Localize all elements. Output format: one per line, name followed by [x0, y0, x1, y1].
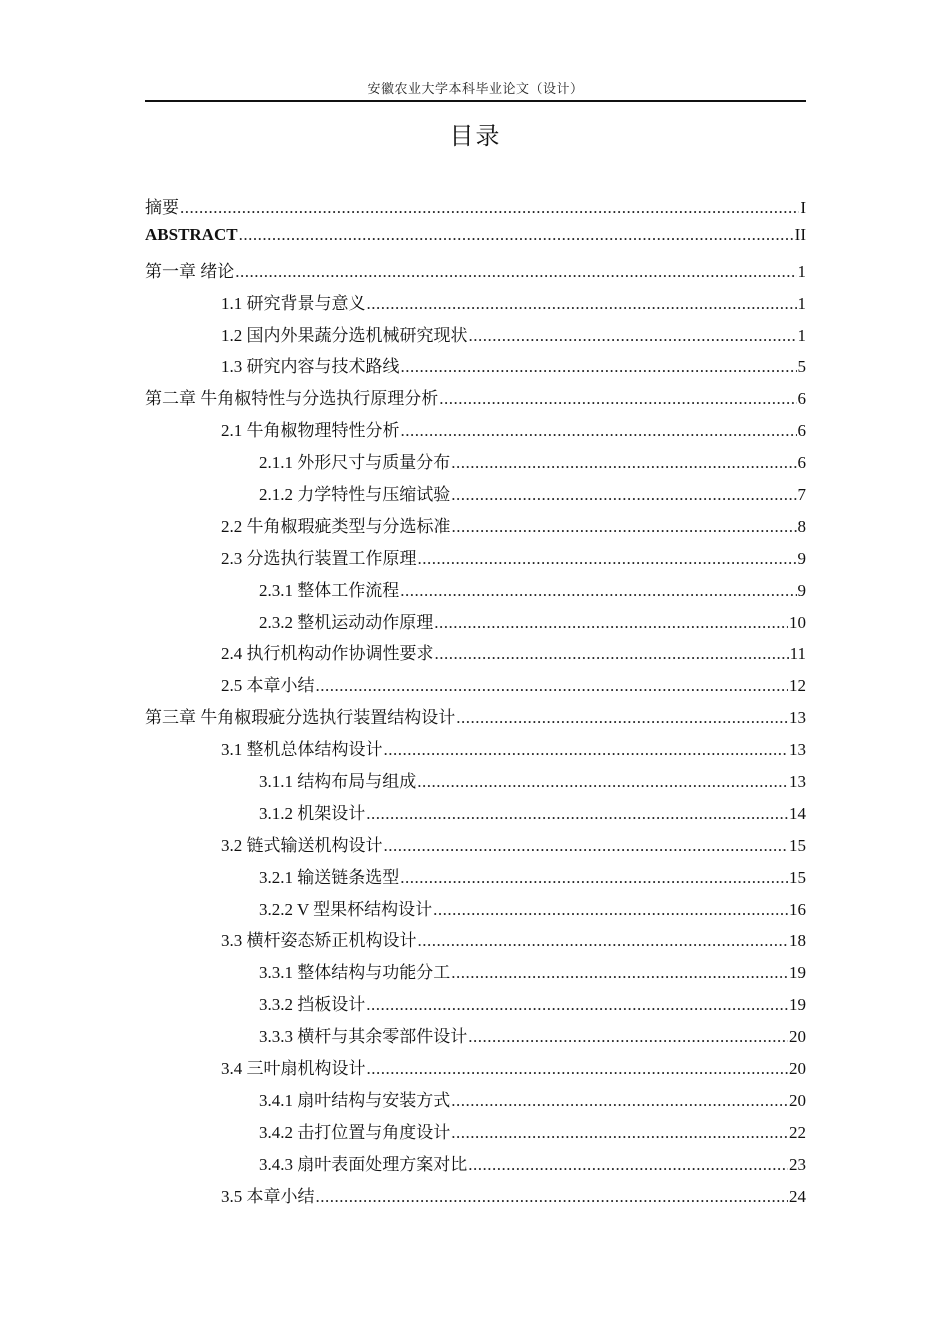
toc-entry[interactable] [145, 193, 806, 225]
toc-entry-page: 15 [789, 867, 806, 887]
toc-dot-leader [235, 262, 796, 282]
toc-dot-leader [367, 294, 797, 314]
toc-entry-page: 12 [789, 676, 806, 696]
toc-entry[interactable] [145, 352, 806, 384]
toc-entry[interactable] [145, 448, 806, 480]
toc-entry-title: 2.1.1 外形尺寸与质量分布 [259, 453, 451, 473]
toc-entry[interactable] [145, 831, 806, 863]
toc-entry[interactable] [145, 895, 806, 927]
toc-entry-page: 1 [797, 325, 806, 345]
toc-entry[interactable] [145, 321, 806, 353]
toc-dot-leader [435, 644, 789, 664]
toc-entry-title: 2.3 分选执行装置工作原理 [221, 548, 417, 568]
toc-entry-title: 1.2 国内外果蔬分选机械研究现状 [221, 325, 468, 345]
toc-entry[interactable] [145, 799, 806, 831]
toc-entry-page: 5 [797, 357, 806, 377]
toc-entry-page: 24 [789, 1186, 806, 1206]
toc-dot-leader [434, 613, 788, 633]
toc-dot-leader [180, 198, 799, 218]
toc-entry-page: 9 [797, 580, 806, 600]
running-header: 安徽农业大学本科毕业论文（设计） [367, 81, 584, 96]
toc-entry-title: 2.1.2 力学特性与压缩试验 [259, 485, 451, 505]
toc-entry-title: 2.1 牛角椒物理特性分析 [221, 421, 400, 441]
toc-entry-title: 3.1 整机总体结构设计 [221, 740, 383, 760]
toc-entry-page: 9 [797, 548, 806, 568]
toc-entry-page: 19 [789, 995, 806, 1015]
toc-entry-title: 3.3 横杆姿态矫正机构设计 [221, 931, 417, 951]
toc-dot-leader [451, 963, 788, 983]
toc-dot-leader [316, 676, 789, 696]
toc-entry-title: 3.3.2 挡板设计 [259, 995, 366, 1015]
toc-entry-page: 6 [797, 389, 806, 409]
toc-entry[interactable] [145, 544, 806, 576]
toc-entry-title: 摘要 [145, 198, 179, 217]
toc-entry-page: 6 [797, 453, 806, 473]
toc-entry-title: 3.3.1 整体结构与功能分工 [259, 963, 451, 983]
toc-entry-page: 18 [789, 931, 806, 951]
toc-entry-title: ABSTRACT [145, 224, 238, 244]
toc-entry-title: 3.2.2 V 型果杯结构设计 [259, 899, 433, 919]
toc-entry-title: 3.1.1 结构布局与组成 [259, 772, 417, 792]
toc-entry-title: 2.3.1 整体工作流程 [259, 580, 400, 600]
header-rule [145, 100, 806, 102]
toc-entry-title: 第二章 牛角椒特性与分选执行原理分析 [145, 389, 439, 409]
toc-entry-title: 3.2.1 输送链条选型 [259, 867, 400, 887]
toc-dot-leader [468, 1155, 788, 1175]
toc-dot-leader [452, 517, 797, 537]
toc-entry-title: 3.4 三叶扇机构设计 [221, 1059, 366, 1079]
toc-entry-title: 2.3.2 整机运动动作原理 [259, 612, 434, 632]
toc-entry-title: 3.1.2 机架设计 [259, 803, 366, 823]
toc-entry[interactable] [145, 1022, 806, 1054]
table-of-contents [145, 193, 806, 1214]
toc-entry[interactable] [145, 735, 806, 767]
toc-entry-page: 20 [789, 1027, 806, 1047]
toc-entry[interactable] [145, 416, 806, 448]
toc-entry[interactable] [145, 512, 806, 544]
toc-entry-page: 20 [789, 1059, 806, 1079]
toc-entry-title: 3.4.1 扇叶结构与安装方式 [259, 1090, 451, 1110]
toc-entry-title: 3.4.3 扇叶表面处理方案对比 [259, 1154, 468, 1174]
toc-entry[interactable] [145, 480, 806, 512]
toc-dot-leader [239, 225, 794, 245]
toc-entry[interactable] [145, 576, 806, 608]
toc-entry-title: 3.2 链式输送机构设计 [221, 835, 383, 855]
toc-dot-leader [456, 708, 788, 728]
toc-entry[interactable] [145, 257, 806, 289]
toc-dot-leader [316, 1187, 789, 1207]
page-title: 目录 [449, 122, 502, 150]
toc-entry-title: 3.4.2 击打位置与角度设计 [259, 1122, 451, 1142]
toc-entry-page: 11 [789, 644, 806, 664]
toc-entry-page: 7 [797, 485, 806, 505]
toc-entry[interactable] [145, 225, 806, 257]
toc-entry-page: 23 [789, 1154, 806, 1174]
toc-entry[interactable] [145, 671, 806, 703]
toc-entry-title: 2.2 牛角椒瑕疵类型与分选标准 [221, 516, 451, 536]
toc-entry[interactable] [145, 639, 806, 671]
toc-entry[interactable] [145, 926, 806, 958]
toc-entry[interactable] [145, 703, 806, 735]
toc-entry[interactable] [145, 958, 806, 990]
toc-dot-leader [366, 995, 788, 1015]
toc-entry-page: 13 [789, 740, 806, 760]
toc-dot-leader [401, 357, 797, 377]
toc-dot-leader [384, 740, 789, 760]
toc-entry-title: 2.5 本章小结 [221, 676, 315, 696]
toc-entry[interactable] [145, 384, 806, 416]
toc-entry-page: 20 [789, 1090, 806, 1110]
toc-dot-leader [384, 836, 789, 856]
toc-entry-page: II [794, 224, 806, 244]
toc-entry-title: 第三章 牛角椒瑕疵分选执行装置结构设计 [145, 708, 456, 728]
toc-dot-leader [439, 389, 796, 409]
toc-dot-leader [366, 804, 788, 824]
toc-dot-leader [401, 421, 797, 441]
toc-entry[interactable] [145, 767, 806, 799]
toc-dot-leader [417, 772, 788, 792]
toc-dot-leader [469, 326, 797, 346]
toc-entry-page: 13 [789, 772, 806, 792]
toc-entry-title: 3.5 本章小结 [221, 1186, 315, 1206]
toc-entry-title: 2.4 执行机构动作协调性要求 [221, 644, 434, 664]
toc-entry-page: 16 [789, 899, 806, 919]
toc-entry-title: 第一章 绪论 [145, 261, 235, 281]
toc-entry[interactable] [145, 1054, 806, 1086]
toc-entry-page: 13 [789, 708, 806, 728]
toc-dot-leader [367, 1059, 789, 1079]
toc-entry[interactable] [145, 1086, 806, 1118]
toc-dot-leader [451, 1123, 788, 1143]
toc-dot-leader [418, 549, 797, 569]
toc-dot-leader [451, 1091, 788, 1111]
toc-entry-page: 14 [789, 803, 806, 823]
toc-dot-leader [468, 1027, 788, 1047]
toc-entry-page: 19 [789, 963, 806, 983]
toc-entry-page: 6 [797, 421, 806, 441]
toc-dot-leader [451, 485, 796, 505]
toc-entry[interactable] [145, 990, 806, 1022]
toc-entry-title: 1.1 研究背景与意义 [221, 293, 366, 313]
toc-entry[interactable] [145, 1118, 806, 1150]
toc-dot-leader [433, 900, 788, 920]
toc-entry[interactable] [145, 1182, 806, 1214]
toc-dot-leader [400, 868, 788, 888]
toc-entry[interactable] [145, 289, 806, 321]
toc-entry-page: 1 [797, 293, 806, 313]
toc-entry-page: 8 [797, 516, 806, 536]
toc-entry-page: 15 [789, 835, 806, 855]
toc-entry-page: 10 [789, 612, 806, 632]
toc-entry-title: 1.3 研究内容与技术路线 [221, 357, 400, 377]
toc-entry-page: 1 [797, 261, 806, 281]
toc-dot-leader [400, 581, 796, 601]
toc-entry-title: 3.3.3 横杆与其余零部件设计 [259, 1027, 468, 1047]
toc-entry-page: 22 [789, 1122, 806, 1142]
toc-dot-leader [451, 453, 796, 473]
toc-entry[interactable] [145, 863, 806, 895]
toc-entry-page: I [800, 198, 806, 217]
toc-entry[interactable] [145, 1150, 806, 1182]
toc-dot-leader [418, 931, 789, 951]
toc-entry[interactable] [145, 608, 806, 640]
